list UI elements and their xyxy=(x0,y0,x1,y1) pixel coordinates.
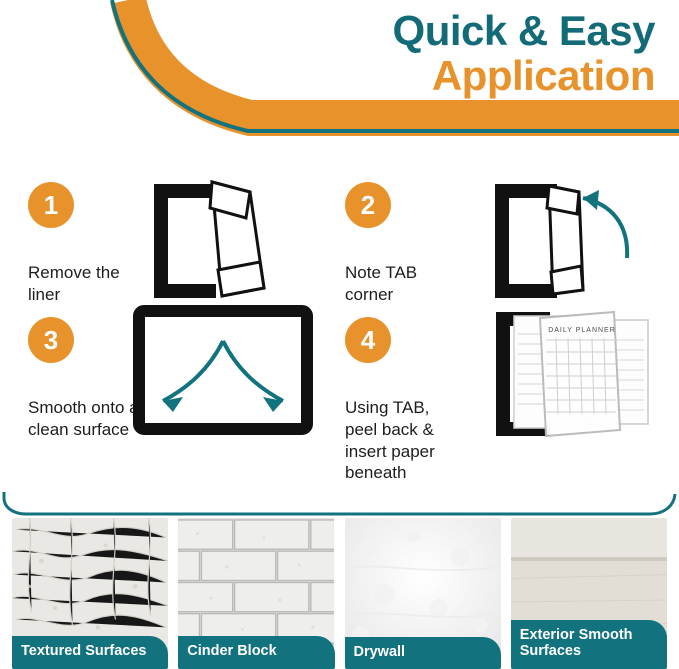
step-1-number: 1 xyxy=(28,182,74,228)
compatible-surfaces-section xyxy=(0,518,679,669)
step-2 xyxy=(345,182,457,306)
section-divider xyxy=(0,492,679,518)
frame-with-liner-peeling-icon xyxy=(146,180,286,300)
title-line-2: Application xyxy=(431,51,655,99)
step-4-text: Using TAB, peel back & insert paper beneath xyxy=(345,398,435,483)
step-3-text: Smooth onto a clean surface xyxy=(28,398,139,439)
surface-card-drywall xyxy=(345,518,501,669)
frame-smoothing-arrows-icon xyxy=(133,305,313,435)
step-1 xyxy=(28,182,140,306)
step-2-text: Note TAB corner xyxy=(345,263,418,304)
header-banner xyxy=(0,0,679,142)
step-3-number: 3 xyxy=(28,317,74,363)
step-1-text: Remove the liner xyxy=(28,263,120,304)
surface-label-drywall: Drywall xyxy=(345,637,501,669)
svg-text:DAILY PLANNER: DAILY PLANNER xyxy=(548,327,616,334)
step-4 xyxy=(345,317,457,484)
surface-label-textured: Textured Surfaces xyxy=(12,636,168,669)
divider-swoosh-graphic xyxy=(0,492,679,518)
surface-card-textured xyxy=(12,518,168,669)
step-3 xyxy=(28,317,140,441)
frame-insert-planner-paper-icon xyxy=(490,310,660,440)
title-line-1: Quick & Easy xyxy=(392,7,655,54)
step-2-number: 2 xyxy=(345,182,391,228)
surface-card-cinder-block xyxy=(178,518,334,669)
surface-card-exterior-smooth xyxy=(511,518,667,669)
surface-label-exterior-smooth: Exterior Smooth Surfaces xyxy=(511,620,667,669)
page-title xyxy=(392,7,655,99)
frame-tab-corner-arrow-icon xyxy=(487,180,637,300)
step-4-number: 4 xyxy=(345,317,391,363)
surface-label-cinder-block: Cinder Block xyxy=(178,636,334,669)
steps-section xyxy=(0,142,679,492)
